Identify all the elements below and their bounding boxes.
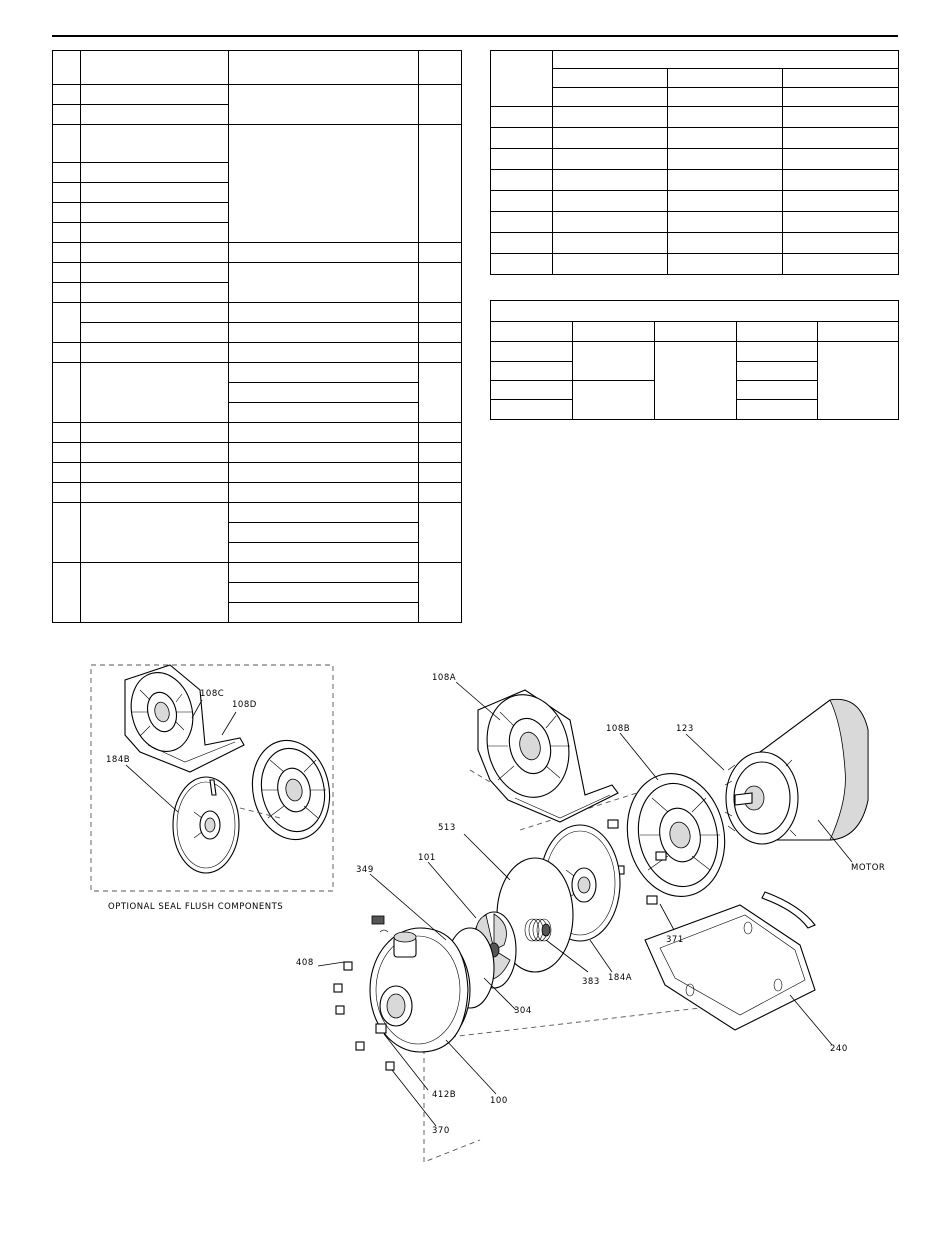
bracket-108a [476,685,618,822]
gasket-small [380,930,388,932]
label-184b: 184B [106,755,131,765]
label-motor: MOTOR [851,863,886,873]
label-513: 513 [438,823,456,833]
label-123: 123 [676,724,694,734]
seal-plate-184b [173,777,239,873]
bracket-108c [123,665,244,772]
plug-408 [372,916,384,924]
label-371: 371 [666,935,684,945]
label-370: 370 [432,1126,450,1136]
label-408: 408 [296,958,314,968]
label-108c: 108C [200,689,225,699]
label-108d: 108D [232,700,257,710]
parts-list-table [52,50,462,623]
label-108a: 108A [432,673,457,683]
label-101: 101 [418,853,436,863]
label-240: 240 [830,1044,848,1054]
label-108b: 108B [606,724,631,734]
motor-123 [725,699,868,844]
upper-right-table [490,50,899,275]
lower-right-table [490,300,899,420]
base-240 [645,892,815,1030]
label-100: 100 [490,1096,508,1106]
adapter-108d [243,733,338,847]
label-383: 383 [582,977,600,987]
adapter-108b [616,764,736,905]
label-304: 304 [514,1006,532,1016]
exploded-pump-diagram [0,640,950,1240]
optional-components-caption: OPTIONAL SEAL FLUSH COMPONENTS [108,902,284,912]
label-412b: 412B [432,1090,457,1100]
label-184a: 184A [608,973,633,983]
header-rule [52,35,898,37]
label-349: 349 [356,865,374,875]
